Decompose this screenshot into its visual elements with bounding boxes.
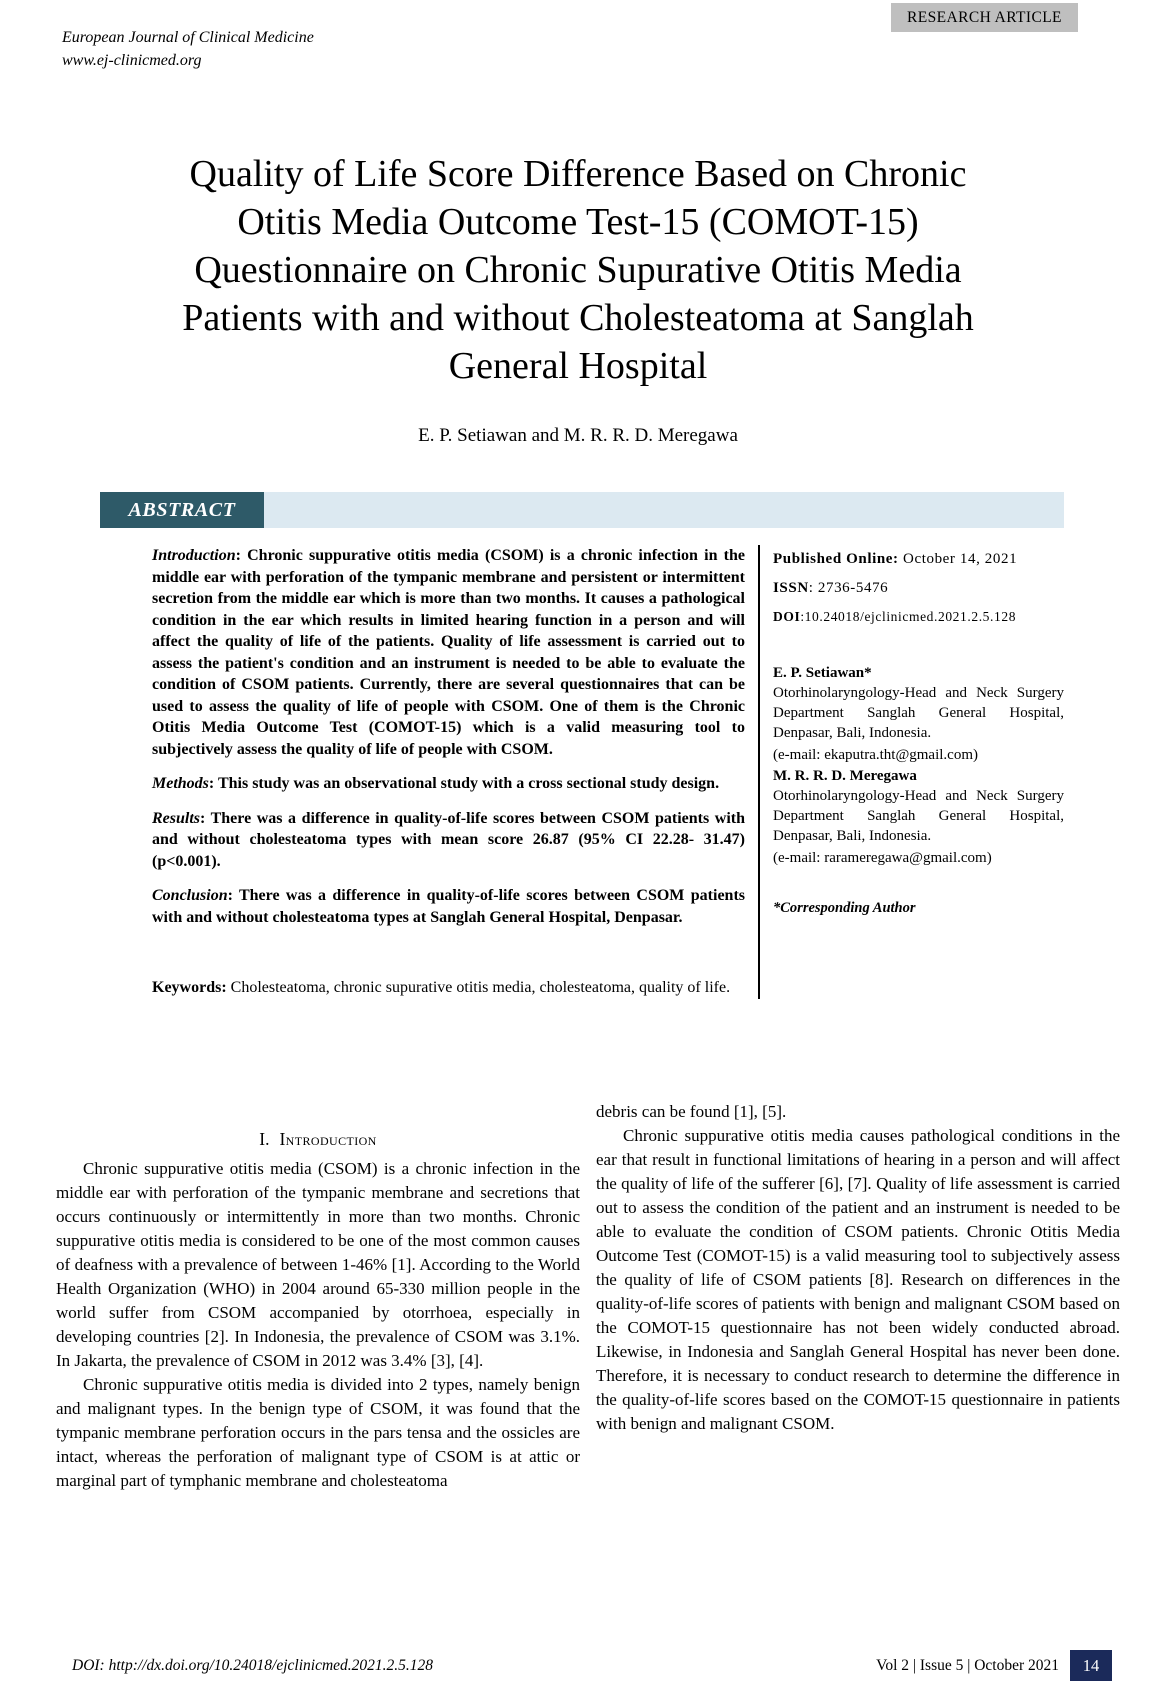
abstract-region bbox=[100, 545, 1064, 999]
published-online-value: October 14, 2021 bbox=[903, 551, 1018, 567]
issn-value: : 2736-5476 bbox=[808, 580, 889, 596]
title-line: General Hospital bbox=[448, 345, 708, 387]
journal-header bbox=[62, 26, 314, 72]
keywords-label: Keywords: bbox=[152, 979, 227, 996]
page-number-badge: 14 bbox=[1070, 1650, 1112, 1681]
body-paragraph: Chronic suppurative otitis media is divided into 2 types, namely benign and malignant types. In the benign type of CSOM, it was found that the tympanic membrane perforation occurs in the pars tensa and the ossicles are intact, whereas the perforation of malignant type of CSOM is at attic or marginal part of tymphanic membrane and cholesteatoma bbox=[56, 1375, 580, 1490]
issue-info: Vol 2 | Issue 5 | October 2021 bbox=[876, 1656, 1059, 1674]
title-line: Questionnaire on Chronic Supurative Otitis Media bbox=[194, 249, 962, 291]
section-heading-introduction bbox=[56, 1127, 580, 1151]
abstract-paragraph-results bbox=[152, 808, 745, 873]
doi-value: :10.24018/ejclinicmed.2021.2.5.128 bbox=[800, 609, 1017, 624]
abstract-heading: ABSTRACT bbox=[100, 492, 264, 528]
abstract-text-results: : There was a difference in quality-of-life scores between CSOM patients with and without cholesteatoma types with mean score 26.87 (95% CI 22.28- 31.47) (p<0.001). bbox=[152, 809, 745, 870]
abstract-label-methods: Methods bbox=[152, 775, 209, 792]
abstract-paragraph-conclusion bbox=[152, 885, 745, 928]
footer-doi: DOI: http://dx.doi.org/10.24018/ejclinicmed.2021.2.5.128 bbox=[72, 1656, 434, 1674]
authors-line: E. P. Setiawan and M. R. R. D. Meregawa bbox=[418, 425, 738, 446]
research-article-label: RESEARCH ARTICLE bbox=[907, 8, 1062, 26]
doi-label: DOI bbox=[773, 609, 801, 624]
body-paragraph: debris can be found [1], [5]. bbox=[596, 1102, 787, 1121]
abstract-paragraph-methods bbox=[152, 773, 745, 795]
keywords-text: Cholesteatoma, chronic supurative otitis media, cholesteatoma, quality of life. bbox=[226, 979, 731, 996]
abstract-text-methods: : This study was an observational study with a cross sectional study design. bbox=[208, 775, 720, 792]
author-affiliation: Otorhinolaryngology-Head and Neck Surgery Department Sanglah General Hospital, Denpasar, Bali, Indonesia. bbox=[773, 685, 1064, 741]
abstract-bar bbox=[100, 492, 1064, 528]
page-footer bbox=[72, 1650, 1112, 1681]
journal-url: www.ej-clinicmed.org bbox=[62, 52, 202, 70]
corresponding-author-note: *Corresponding Author bbox=[773, 900, 916, 916]
author-affiliation: Otorhinolaryngology-Head and Neck Surgery Department Sanglah General Hospital, Denpasar, Bali, Indonesia. bbox=[773, 788, 1064, 844]
abstract-text bbox=[152, 545, 745, 999]
abstract-paragraph-introduction bbox=[152, 545, 745, 760]
doi bbox=[773, 607, 1064, 627]
title-line: Otitis Media Outcome Test-15 (COMOT-15) bbox=[237, 201, 919, 243]
abstract-label-introduction: Introduction bbox=[152, 547, 236, 564]
abstract-label-results: Results bbox=[152, 809, 201, 827]
article-title bbox=[0, 150, 1156, 390]
issn bbox=[773, 578, 1064, 598]
section-number: I. bbox=[259, 1129, 270, 1149]
body-column-right bbox=[596, 1100, 1120, 1493]
title-line: Patients with and without Cholesteatoma at Sanglah bbox=[182, 297, 974, 339]
abstract-text-introduction: : Chronic suppurative otitis media (CSOM) is a chronic infection in the middle ear with perforation of the tympanic membrane and persistent or intermittent secretion from the middle ear which is more than two months. It causes a pathological condition in the ear which results in limited hearing function in a person and will affect the quality of life of the patients. Quality of life assessment is carried out to assess the patient's condition and an instrument is needed to be able to evaluate the condition of CSOM patients. Currently, there are several questionnaires that can be used to assess the quality of life of people with CSOM. One of them is the Chronic Otitis Media Outcome Test (COMOT-15) which is a valid measuring tool to subjectively assess the quality of life of people with CSOM. bbox=[152, 547, 745, 758]
body-column-left bbox=[56, 1100, 580, 1493]
footer-right bbox=[876, 1650, 1112, 1681]
issn-label: ISSN bbox=[773, 580, 809, 596]
author-name: M. R. R. D. Meregawa bbox=[773, 768, 917, 784]
research-article-badge bbox=[891, 3, 1078, 32]
journal-name: European Journal of Clinical Medicine bbox=[62, 29, 314, 46]
body-columns bbox=[56, 1100, 1120, 1493]
body-paragraph: Chronic suppurative otitis media causes pathological conditions in the ear that result in functional limitations of hearing in a person and will affect the quality of life of the sufferer [6], [7]. Quality of life assessment is carried out to assess the condition of the patient and an instrument is needed to be able to evaluate the condition of CSOM patients. Chronic Otitis Media Outcome Test (COMOT-15) is a valid measuring tool to subjectively assess the quality of life of CSOM patients [8]. Research on differences in the quality-of-life scores of patients with benign and malignant CSOM based on the COMOT-15 questionnaire has not been widely conducted abroad. Likewise, in Indonesia and Sanglah General Hospital has never been done. Therefore, it is necessary to conduct research to determine the difference in the quality-of-life scores based on the COMOT-15 questionnaire in patients with benign and malignant CSOM. bbox=[596, 1126, 1120, 1433]
body-paragraph: Chronic suppurative otitis media (CSOM) is a chronic infection in the middle ear with perforation of the tympanic membrane and secretions that occurs continuously or intermittently in more than two months. Chronic suppurative otitis media is considered to be one of the most common causes of deafness with a prevalence of between 1-46% [1]. According to the World Health Organization (WHO) in 2004 around 65-330 million people in the world suffer from CSOM accompanied by otorrhoea, especially in developing countries [2]. In Indonesia, the prevalence of CSOM was 3.1%. In Jakarta, the prevalence of CSOM in 2012 was 3.4% [3], [4]. bbox=[56, 1159, 580, 1370]
keywords bbox=[152, 977, 745, 999]
published-online bbox=[773, 549, 1064, 569]
abstract-label-conclusion: Conclusion bbox=[152, 887, 228, 904]
sidebar-author-2 bbox=[773, 766, 1064, 868]
title-line: Quality of Life Score Difference Based on Chronic bbox=[189, 153, 967, 195]
author-name: E. P. Setiawan* bbox=[773, 665, 872, 681]
published-online-label: Published Online: bbox=[773, 551, 904, 567]
abstract-text-conclusion: : There was a difference in quality-of-life scores between CSOM patients with and without cholesteatoma types at Sanglah General Hospital, Denpasar. bbox=[152, 887, 745, 926]
author-email: (e-mail: ekaputra.tht@gmail.com) bbox=[773, 747, 978, 763]
section-title: Introduction bbox=[279, 1129, 377, 1149]
author-email: (e-mail: rarameregawa@gmail.com) bbox=[773, 850, 992, 866]
sidebar-author-1 bbox=[773, 663, 1064, 765]
article-meta-sidebar bbox=[760, 545, 1064, 999]
